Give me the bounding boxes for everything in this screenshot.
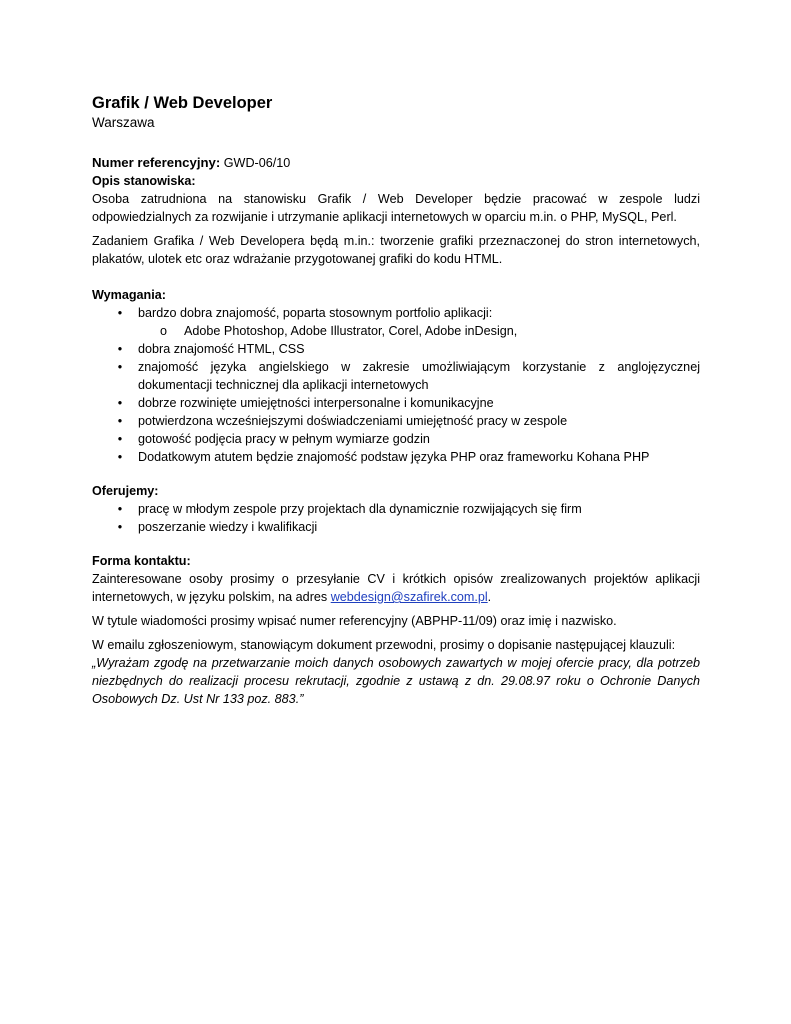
bullet-icon: • bbox=[117, 360, 123, 374]
requirement-text: bardzo dobra znajomość, poparta stosownym portfolio aplikacji: bbox=[138, 306, 493, 320]
description-heading: Opis stanowiska: bbox=[92, 174, 196, 188]
list-item bbox=[138, 322, 700, 340]
description-paragraph-2: Zadaniem Grafika / Web Developera będą m.in.: tworzenie grafiki przeznaczonej do stron internetowych, plakatów, ulotek etc oraz wdrażanie przygotowanej grafiki do kodu HTML. bbox=[92, 234, 700, 266]
bullet-icon: • bbox=[117, 306, 123, 320]
offer-list bbox=[92, 500, 700, 536]
requirements-heading: Wymagania: bbox=[92, 288, 166, 302]
job-posting-document bbox=[92, 93, 700, 714]
requirement-text: dobrze rozwinięte umiejętności interpersonalne i komunikacyjne bbox=[138, 396, 494, 410]
requirement-text: Dodatkowym atutem będzie znajomość podstaw języka PHP oraz frameworku Kohana PHP bbox=[138, 450, 650, 464]
requirement-text: gotowość podjęcia pracy w pełnym wymiarze godzin bbox=[138, 432, 430, 446]
contact-paragraph-2: W tytule wiadomości prosimy wpisać numer referencyjny (ABPHP-11/09) oraz imię i nazwisko. bbox=[92, 614, 617, 628]
contact-paragraph-1 bbox=[92, 570, 700, 606]
bullet-icon: • bbox=[117, 432, 123, 446]
list-item bbox=[92, 394, 700, 412]
bullet-icon: • bbox=[117, 342, 123, 356]
requirement-text: znajomość języka angielskiego w zakresie umożliwiającym korzystanie z anglojęzycznej dokumentacji technicznej dla aplikacji internetowych bbox=[138, 360, 700, 392]
list-item bbox=[92, 430, 700, 448]
description-paragraph-1: Osoba zatrudniona na stanowisku Grafik / Web Developer będzie pracować w zespole ludzi odpowiedzialnych za rozwijanie i utrzymanie aplikacji internetowych w oparciu m.in. o PHP, MySQL, Perl. bbox=[92, 192, 700, 224]
list-item bbox=[92, 518, 700, 536]
job-location: Warszawa bbox=[92, 115, 155, 130]
bullet-icon: • bbox=[117, 414, 123, 428]
offer-heading: Oferujemy: bbox=[92, 484, 159, 498]
contact-paragraph-3 bbox=[92, 636, 700, 708]
offer-text: poszerzanie wiedzy i kwalifikacji bbox=[138, 520, 318, 534]
requirements-list bbox=[92, 304, 700, 466]
bullet-icon: • bbox=[117, 396, 123, 410]
list-item bbox=[92, 448, 700, 466]
requirement-text: dobra znajomość HTML, CSS bbox=[138, 342, 305, 356]
list-item bbox=[92, 358, 700, 394]
contact-paragraph-3-text: W emailu zgłoszeniowym, stanowiącym dokument przewodni, prosimy o dopisanie następującej klauzuli: bbox=[92, 638, 676, 652]
reference-number-value: GWD-06/10 bbox=[220, 156, 291, 170]
list-item bbox=[92, 500, 700, 518]
list-item bbox=[92, 340, 700, 358]
contact-paragraph-1-end: . bbox=[487, 590, 492, 604]
software-list-text: Adobe Photoshop, Adobe Illustrator, Corel, Adobe inDesign, bbox=[184, 324, 518, 338]
job-title: Grafik / Web Developer bbox=[92, 94, 273, 112]
reference-number-label: Numer referencyjny: bbox=[92, 155, 221, 170]
contact-paragraph-1-text: Zainteresowane osoby prosimy o przesyłanie CV i krótkich opisów zrealizowanych projektów aplikacji internetowych, w języku polskim, na adres bbox=[92, 572, 700, 604]
reference-number-line bbox=[92, 154, 700, 172]
email-link[interactable]: webdesign@szafirek.com.pl bbox=[330, 590, 488, 604]
consent-clause: „Wyrażam zgodę na przetwarzanie moich danych osobowych zawartych w mojej ofercie pracy, dla potrzeb niezbędnych do realizacji procesu rekrutacji, zgodnie z ustawą z dn. 29.08.97 roku o Ochronie Danych Osobowych Dz. Ust Nr 133 poz. 883.” bbox=[92, 656, 700, 706]
list-item bbox=[92, 412, 700, 430]
bullet-icon: • bbox=[117, 520, 123, 534]
list-item bbox=[92, 304, 700, 340]
bullet-icon: • bbox=[117, 502, 123, 516]
circle-bullet-icon: o bbox=[160, 324, 168, 338]
contact-heading: Forma kontaktu: bbox=[92, 554, 191, 568]
requirement-text: potwierdzona wcześniejszymi doświadczeniami umiejętność pracy w zespole bbox=[138, 414, 568, 428]
software-sublist bbox=[138, 322, 700, 340]
bullet-icon: • bbox=[117, 450, 123, 464]
offer-text: pracę w młodym zespole przy projektach dla dynamicznie rozwijających się firm bbox=[138, 502, 582, 516]
